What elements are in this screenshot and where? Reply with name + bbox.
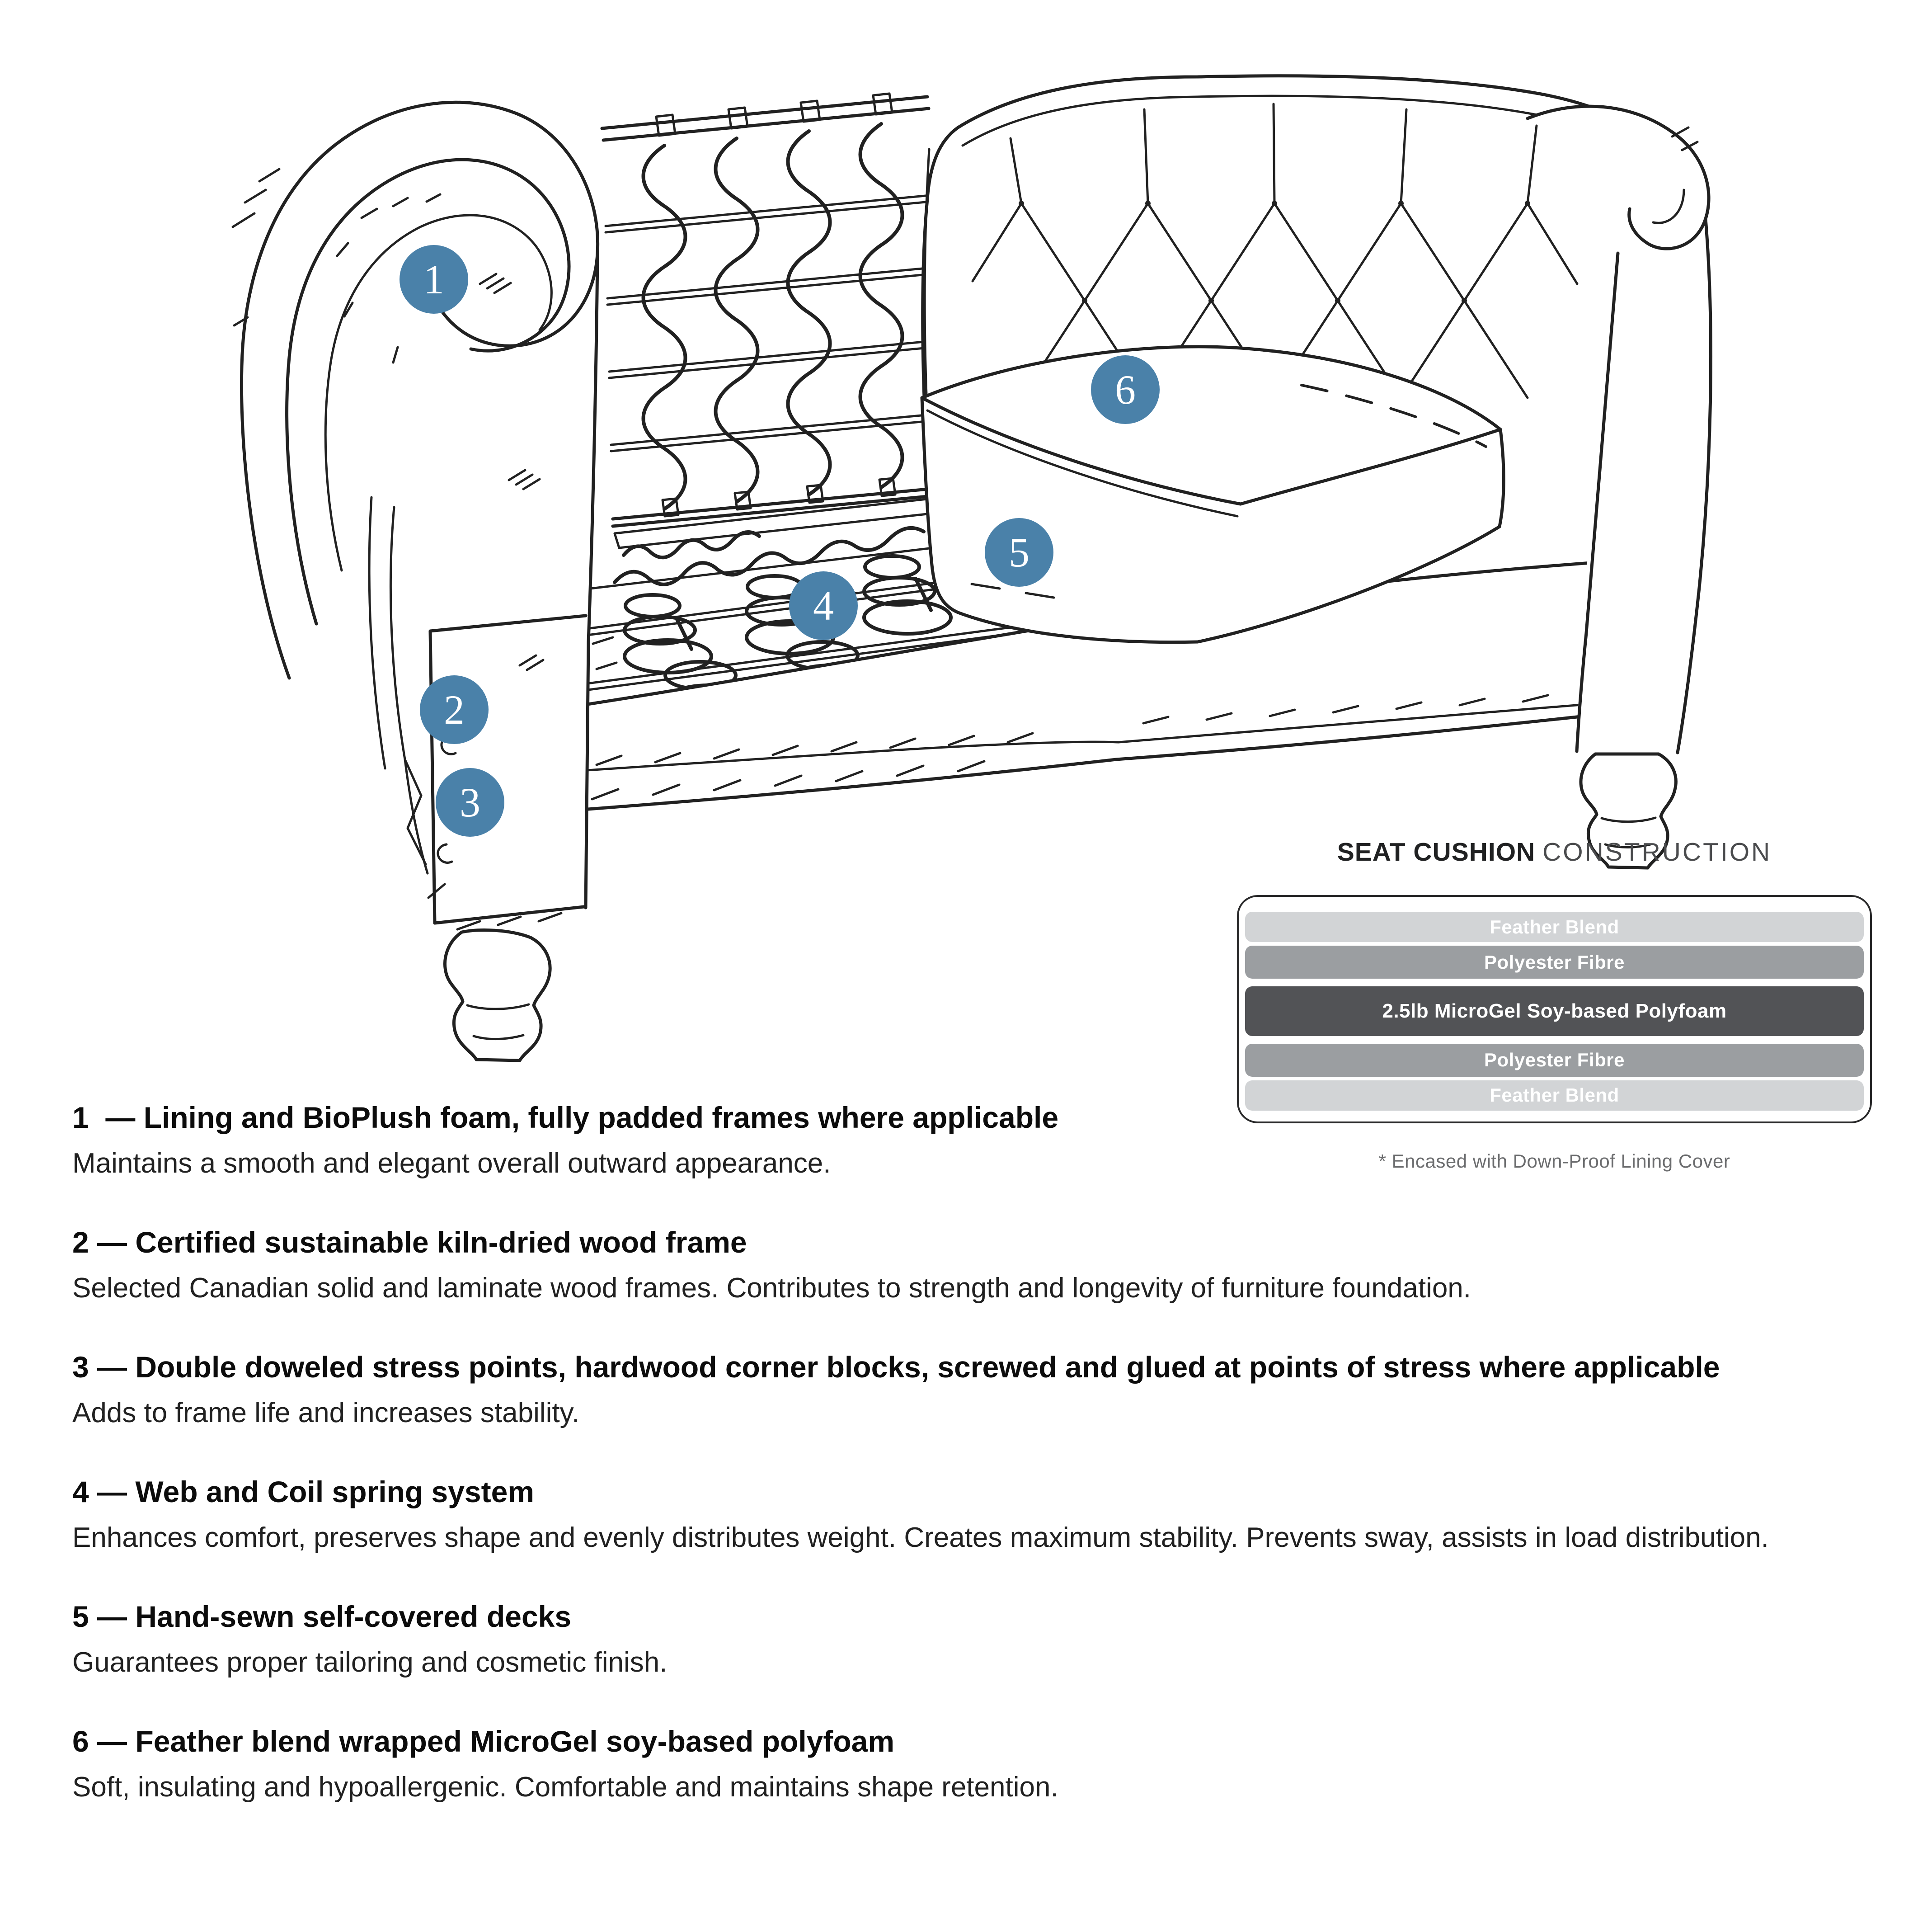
note-section-6	[72, 1722, 1853, 1807]
note-body-1: Maintains a smooth and elegant overall outward appearance.	[72, 1148, 831, 1179]
cushion-diagram-title	[1237, 837, 1872, 867]
callout-1: 1	[400, 245, 468, 314]
note-body-5: Guarantees proper tailoring and cosmetic finish.	[72, 1647, 668, 1678]
back-springs	[602, 94, 937, 526]
note-body-6: Soft, insulating and hypoallergenic. Comfortable and maintains shape retention.	[72, 1772, 1058, 1803]
callout-5: 5	[985, 518, 1053, 587]
cushion-layer: Feather Blend	[1245, 1080, 1864, 1111]
cushion-layer: Polyester Fibre	[1245, 1044, 1864, 1077]
note-section-2	[72, 1223, 1853, 1308]
cushion-layer: 2.5lb MicroGel Soy-based Polyfoam	[1245, 986, 1864, 1036]
cushion-layer: Polyester Fibre	[1245, 946, 1864, 979]
note-body-3: Adds to frame life and increases stability.	[72, 1397, 580, 1428]
callout-3: 3	[436, 768, 504, 837]
note-heading-5: 5 — Hand-sewn self-covered decks	[72, 1600, 572, 1633]
note-section-1	[72, 1098, 1853, 1183]
cushion-title-secondary: CONSTRUCTION	[1542, 838, 1772, 867]
cushion-footnote: * Encased with Down-Proof Lining Cover	[1378, 1150, 1730, 1172]
note-section-5	[72, 1597, 1853, 1682]
note-heading-2: 2 — Certified sustainable kiln-dried wood frame	[72, 1225, 747, 1259]
note-heading-3: 3 — Double doweled stress points, hardwood corner blocks, screwed and glued at points of stress where applicable	[72, 1350, 1720, 1384]
note-section-3	[72, 1348, 1853, 1433]
cushion-title-primary: SEAT CUSHION	[1337, 838, 1536, 867]
cushion-layer: Feather Blend	[1245, 912, 1864, 942]
note-heading-6: 6 — Feather blend wrapped MicroGel soy-based polyfoam	[72, 1725, 895, 1758]
cushion-layers-box	[1237, 895, 1872, 1123]
note-heading-4: 4 — Web and Coil spring system	[72, 1475, 535, 1508]
note-body-2: Selected Canadian solid and laminate wood frames. Contributes to strength and longevity of furniture foundation.	[72, 1272, 1471, 1304]
callout-4: 4	[789, 571, 858, 640]
note-section-4	[72, 1473, 1853, 1558]
note-body-4: Enhances comfort, preserves shape and evenly distributes weight. Creates maximum stability. Prevents sway, assists in load distribution.	[72, 1522, 1769, 1553]
callout-2: 2	[420, 675, 489, 744]
construction-notes	[72, 1098, 1853, 1847]
note-heading-1: 1 — Lining and BioPlush foam, fully padded frames where applicable	[72, 1101, 1059, 1134]
callout-6: 6	[1091, 355, 1160, 424]
